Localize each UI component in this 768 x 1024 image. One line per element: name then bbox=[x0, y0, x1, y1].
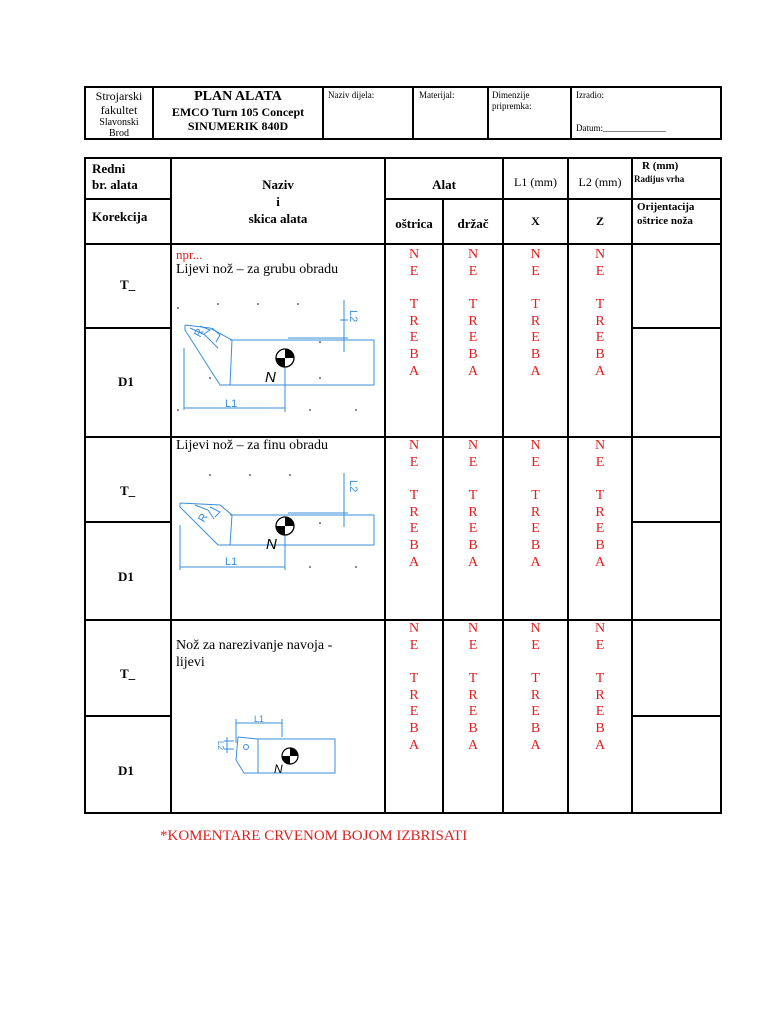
date-label: Datum:______________ bbox=[576, 123, 666, 133]
row-2-tool-number: T_ bbox=[120, 483, 136, 498]
row-2-tool-name: Lijevi nož – za finu obradu bbox=[176, 438, 329, 453]
red-letter bbox=[386, 471, 442, 488]
red-letter: B bbox=[409, 721, 419, 737]
column-holder: držač bbox=[457, 216, 489, 231]
red-letter: E bbox=[409, 330, 419, 346]
row-3-correction: D1 bbox=[118, 763, 134, 778]
red-letter: A bbox=[408, 363, 420, 379]
red-letter: R bbox=[409, 313, 419, 329]
sketch-2-r-label: R bbox=[196, 511, 211, 525]
red-letter: B bbox=[468, 347, 478, 363]
red-letters-row-3-holder bbox=[444, 621, 502, 755]
red-letter: A bbox=[530, 554, 541, 570]
red-letter: T bbox=[468, 671, 478, 687]
sketch-thread-cutting-tool bbox=[210, 715, 340, 780]
sketch-3-n-label: N bbox=[274, 762, 283, 776]
header-table bbox=[84, 86, 722, 140]
column-radius bbox=[634, 160, 720, 186]
column-order-line-2: br. alata bbox=[92, 177, 138, 192]
row-1-tool-name: Lijevi nož – za grubu obradu bbox=[176, 262, 339, 277]
red-letters-row-2-z bbox=[569, 438, 631, 572]
red-letter: E bbox=[531, 330, 540, 346]
column-l2: L2 (mm) bbox=[578, 175, 622, 189]
red-letters-row-1-holder bbox=[444, 247, 502, 381]
red-letter: N bbox=[467, 247, 479, 262]
red-letter: E bbox=[468, 704, 478, 720]
red-letter: E bbox=[595, 637, 605, 653]
column-z: Z bbox=[595, 214, 604, 228]
plan-title: PLAN ALATA bbox=[194, 89, 282, 104]
red-letter: B bbox=[595, 347, 605, 363]
control-name: SINUMERIK 840D bbox=[187, 119, 289, 133]
column-name-line-3: skica alata bbox=[248, 211, 308, 226]
red-letter: N bbox=[530, 621, 541, 636]
red-letter bbox=[504, 280, 567, 297]
red-letter: E bbox=[468, 521, 478, 537]
sketch-1-r-label: R bbox=[192, 326, 207, 340]
red-letter: R bbox=[595, 313, 605, 329]
red-letters-row-2-blade bbox=[386, 438, 442, 572]
red-letter: E bbox=[409, 263, 419, 279]
row-3-tool-name bbox=[176, 637, 332, 671]
sketch-2-n-label: N bbox=[266, 536, 277, 553]
row-2-correction: D1 bbox=[118, 569, 134, 584]
sketch-2-l2-label: L2 bbox=[347, 480, 359, 493]
red-letter: A bbox=[530, 363, 541, 379]
column-orientation-line-2: oštrice noža bbox=[637, 215, 693, 227]
sketch-1-n-label: N bbox=[265, 369, 276, 386]
red-letter: N bbox=[530, 247, 541, 262]
column-tool: Alat bbox=[432, 177, 456, 192]
red-letter bbox=[444, 280, 502, 297]
red-letter: B bbox=[409, 538, 419, 554]
red-letter bbox=[569, 471, 631, 488]
red-letter: A bbox=[594, 363, 606, 379]
sketch-3-l2-label: L2 bbox=[216, 741, 225, 750]
column-order bbox=[92, 161, 138, 193]
red-letter: T bbox=[531, 488, 540, 504]
red-letter bbox=[504, 471, 567, 488]
red-letter: R bbox=[595, 504, 605, 520]
red-letter: E bbox=[531, 704, 540, 720]
red-letter bbox=[569, 280, 631, 297]
red-letter: N bbox=[408, 247, 420, 262]
red-letters-row-3-x bbox=[504, 621, 567, 755]
red-letter: E bbox=[595, 330, 605, 346]
red-letter: B bbox=[595, 721, 605, 737]
red-letter: R bbox=[595, 687, 605, 703]
column-l1: L1 (mm) bbox=[514, 175, 557, 189]
column-name-line-1: Naziv bbox=[262, 177, 294, 192]
dimensions-label-line-1: Dimenzije bbox=[492, 90, 530, 100]
red-letter: A bbox=[408, 554, 420, 570]
red-letter: R bbox=[530, 504, 541, 520]
red-letter: B bbox=[409, 347, 419, 363]
column-order-line-1: Redni bbox=[92, 161, 126, 176]
column-orientation-line-1: Orijentacija bbox=[637, 201, 695, 213]
red-letter: B bbox=[595, 538, 605, 554]
row-1-correction: D1 bbox=[118, 374, 134, 389]
sketch-3-l1-label: L1 bbox=[254, 714, 265, 724]
column-correction: Korekcija bbox=[92, 209, 148, 224]
sketch-2-l1-label: L1 bbox=[225, 556, 238, 568]
red-letter: E bbox=[531, 263, 540, 279]
red-letter: A bbox=[594, 554, 606, 570]
red-letters-row-1-blade bbox=[386, 247, 442, 381]
red-letter: E bbox=[595, 263, 605, 279]
red-letter: E bbox=[595, 521, 605, 537]
faculty-cell bbox=[86, 89, 152, 139]
red-letter: R bbox=[468, 504, 478, 520]
red-letter: R bbox=[468, 313, 478, 329]
row-3-tool-number: T_ bbox=[120, 666, 136, 681]
plan-title-cell bbox=[154, 89, 322, 133]
column-orientation bbox=[637, 200, 721, 228]
column-blade: oštrica bbox=[395, 216, 433, 231]
red-letter bbox=[386, 280, 442, 297]
red-letter: T bbox=[595, 671, 605, 687]
red-letter: A bbox=[467, 363, 479, 379]
red-letters-row-1-x bbox=[504, 247, 567, 381]
red-letters-row-1-z bbox=[569, 247, 631, 381]
red-letter: R bbox=[409, 504, 419, 520]
red-letter: E bbox=[468, 454, 478, 470]
red-letters-row-2-x bbox=[504, 438, 567, 572]
red-letter: E bbox=[409, 454, 419, 470]
red-letter: N bbox=[467, 438, 479, 453]
red-letter: E bbox=[468, 637, 478, 653]
faculty-line-4: Brod bbox=[109, 128, 129, 139]
column-x: X bbox=[531, 214, 540, 228]
red-letter: A bbox=[594, 737, 606, 753]
red-letter: E bbox=[409, 704, 419, 720]
row-3-tool-name-line-2: lijevi bbox=[176, 655, 205, 670]
faculty-line-1: Strojarski bbox=[95, 89, 143, 103]
red-letter: B bbox=[468, 538, 478, 554]
red-letter: T bbox=[468, 297, 478, 313]
red-letter bbox=[444, 471, 502, 488]
red-letter: E bbox=[409, 637, 419, 653]
red-letter: B bbox=[468, 721, 478, 737]
red-letter: T bbox=[409, 488, 419, 504]
red-letter: A bbox=[408, 737, 420, 753]
red-letter: T bbox=[531, 297, 540, 313]
red-letter: E bbox=[531, 454, 540, 470]
red-letter: N bbox=[467, 621, 479, 636]
red-letter: N bbox=[594, 247, 606, 262]
red-letter: N bbox=[408, 621, 420, 636]
column-name-line-2: i bbox=[276, 194, 280, 209]
red-letter: A bbox=[467, 554, 479, 570]
red-letter: E bbox=[531, 637, 540, 653]
red-letter bbox=[504, 654, 567, 671]
part-name-label: Naziv dijela: bbox=[328, 90, 375, 100]
column-name bbox=[172, 176, 384, 227]
sketch-rough-turning-tool bbox=[170, 290, 380, 420]
red-letter: R bbox=[530, 687, 541, 703]
sketch-finish-turning-tool bbox=[170, 465, 380, 580]
red-letters-row-3-z bbox=[569, 621, 631, 755]
red-letter bbox=[444, 654, 502, 671]
row-1-example-note: npr... bbox=[176, 247, 203, 262]
red-letter: N bbox=[594, 438, 606, 453]
red-letter bbox=[569, 654, 631, 671]
made-by-label: Izradio: bbox=[576, 90, 604, 100]
red-letter: T bbox=[595, 488, 605, 504]
red-letter: E bbox=[595, 454, 605, 470]
red-letter: N bbox=[530, 438, 541, 453]
red-letter: E bbox=[468, 330, 478, 346]
red-letter: E bbox=[409, 521, 419, 537]
row-3-tool-name-line-1: Nož za narezivanje navoja - bbox=[176, 638, 333, 653]
red-letter: E bbox=[468, 263, 478, 279]
red-letter: T bbox=[531, 671, 540, 687]
faculty-line-2: fakultet bbox=[100, 103, 138, 117]
column-radius-line-1: R (mm) bbox=[642, 160, 679, 172]
red-letter: T bbox=[595, 297, 605, 313]
column-radius-line-2: Radijus vrha bbox=[634, 174, 685, 184]
red-letter: T bbox=[409, 297, 419, 313]
red-letter: T bbox=[409, 671, 419, 687]
red-letter: A bbox=[467, 737, 479, 753]
faculty-line-3: Slavonski bbox=[99, 117, 139, 128]
material-label: Materijal: bbox=[419, 90, 455, 100]
red-letter: R bbox=[530, 313, 541, 329]
red-letter: B bbox=[530, 538, 541, 554]
dimensions-label-line-2: pripremka: bbox=[492, 101, 532, 111]
sketch-1-l1-label: L1 bbox=[225, 398, 238, 410]
red-letter: R bbox=[409, 687, 419, 703]
red-letters-row-3-blade bbox=[386, 621, 442, 755]
red-letter: T bbox=[468, 488, 478, 504]
red-letter: N bbox=[408, 438, 420, 453]
red-letter: E bbox=[595, 704, 605, 720]
red-letter: N bbox=[594, 621, 606, 636]
row-1-tool-number: T_ bbox=[120, 277, 136, 292]
red-letter: R bbox=[468, 687, 478, 703]
red-letter bbox=[386, 654, 442, 671]
sketch-1-l2-label: L2 bbox=[347, 310, 359, 323]
footer-note: *KOMENTARE CRVENOM BOJOM IZBRISATI bbox=[160, 828, 468, 844]
red-letter: B bbox=[530, 347, 541, 363]
red-letters-row-2-holder bbox=[444, 438, 502, 572]
dimensions-label bbox=[492, 90, 532, 112]
red-letter: E bbox=[531, 521, 540, 537]
red-letter: A bbox=[530, 737, 541, 753]
red-letter: B bbox=[530, 721, 541, 737]
machine-name: EMCO Turn 105 Concept bbox=[171, 105, 305, 119]
